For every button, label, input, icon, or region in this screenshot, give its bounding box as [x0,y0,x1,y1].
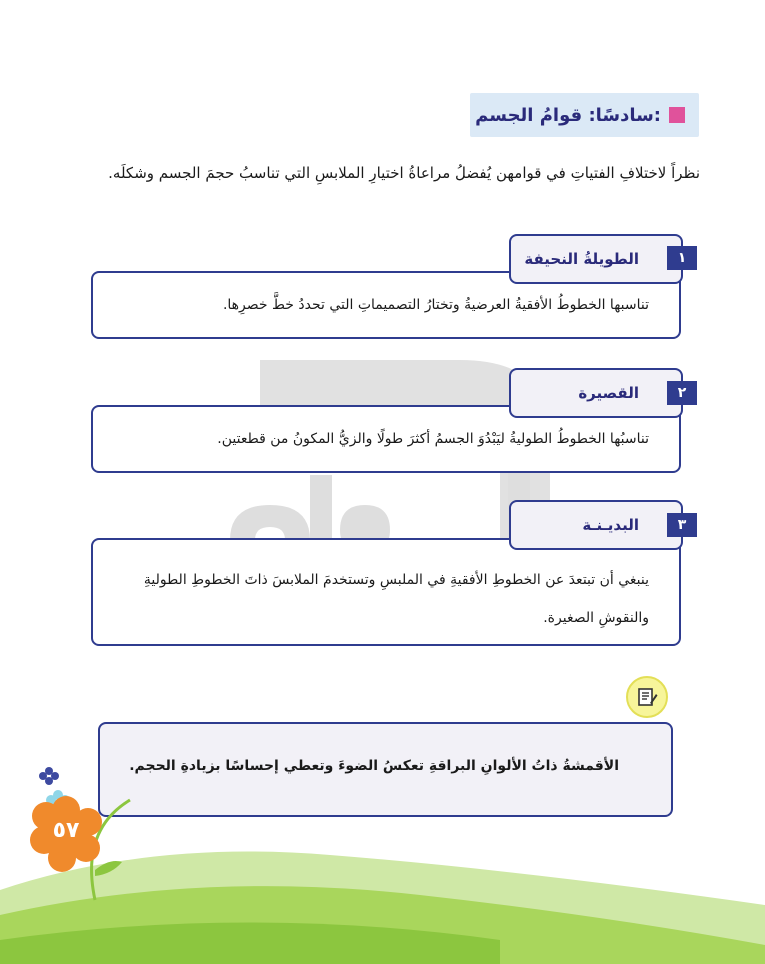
section-title: سادسًا: قوامُ الجسم: [475,104,661,126]
item-3-text-line-1: ينبغي أن تبتعدَ عن الخطوطِ الأفقيةِ في الملبسِ وتستخدمَ الملابسَ ذاتَ الخطوطِ الطوليةِ [143,572,649,588]
item-1-text: تناسبها الخطوطُ الأفقيةُ العرضيةُ وتختارُ التصميماتِ التي تحددُ خطَّ خصرِها. [222,297,649,313]
item-2-title: القصيرة [578,384,639,402]
item-2-number: ٢ [667,381,697,405]
page-number: ٥٧ [52,818,80,843]
note-text: الأقمشةُ ذاتُ الألوانِ البراقةِ تعكسُ الضوءَ وتعطي إحساسًا بزيادةِ الحجم. [129,758,619,774]
intro-paragraph: نظراً لاختلافِ الفتياتِ في قوامهن يُفضلُ مراعاةُ اختيارِ الملابسِ التي تناسبُ حجمَ الجسم وشكلَه. [108,164,700,182]
item-3-text-line-2: والنقوشِ الصغيرة. [543,610,649,626]
item-2-text: تناسبُها الخطوطُ الطوليةُ ليَبْدُوَ الجسمُ أكثرَ طولًا والزيُّ المكونُ من قطعتين. [217,431,649,447]
item-3-title: البديـنـة [582,516,639,534]
item-1-title: الطويلةُ النحيفة [524,250,639,268]
item-3-number: ٣ [667,513,697,537]
item-1-number: ١ [667,246,697,270]
